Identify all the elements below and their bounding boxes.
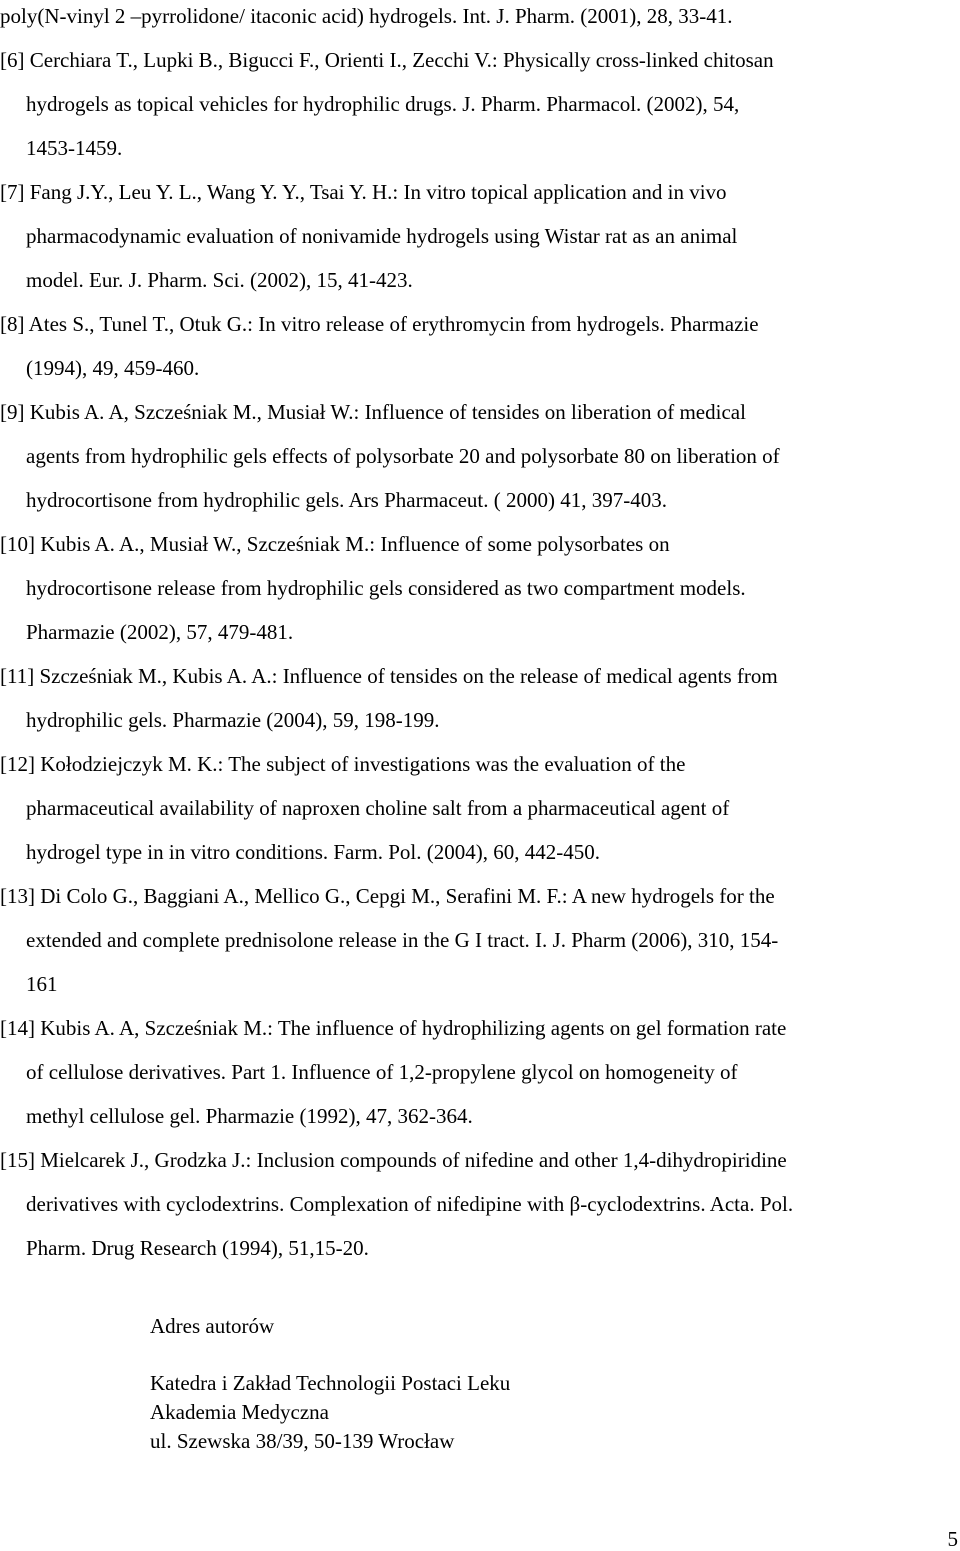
reference-line: agents from hydrophilic gels effects of polysorbate 20 and polysorbate 80 on liberation of [26,444,780,468]
reference-line: pharmaceutical availability of naproxen choline salt from a pharmaceutical agent of [26,796,730,820]
author-address [150,1311,510,1456]
reference-line: Pharm. Drug Research (1994), 51,15-20. [26,1236,369,1260]
reference-line: [13] Di Colo G., Baggiani A., Mellico G., Cepgi M., Serafini M. F.: A new hydrogels for the [0,884,775,908]
reference-line: hydrocortisone from hydrophilic gels. Ars Pharmaceut. ( 2000) 41, 397-403. [26,488,667,512]
reference-line: [6] Cerchiara T., Lupki B., Bigucci F., Orienti I., Zecchi V.: Physically cross-linked chitosan [0,48,774,72]
reference-line: [14] Kubis A. A, Szcześniak M.: The influence of hydrophilizing agents on gel formation rate [0,1016,787,1040]
reference-entry [0,390,958,522]
reference-line: hydrogel type in in vitro conditions. Farm. Pol. (2004), 60, 442-450. [26,840,600,864]
reference-entry [0,1006,958,1138]
reference-line: [12] Kołodziejczyk M. K.: The subject of investigations was the evaluation of the [0,752,686,776]
reference-entry [0,302,958,390]
address-heading: Adres autorów [150,1314,275,1338]
address-line: Akademia Medyczna [150,1400,330,1424]
reference-line: model. Eur. J. Pharm. Sci. (2002), 15, 41-423. [26,268,413,292]
address-lines [150,1369,510,1456]
reference-entry [0,170,958,302]
reference-line: methyl cellulose gel. Pharmazie (1992), 47, 362-364. [26,1104,473,1128]
reference-entry [0,38,958,170]
reference-line: hydrogels as topical vehicles for hydrophilic drugs. J. Pharm. Pharmacol. (2002), 54, [26,92,740,116]
reference-line: 161 [26,972,58,996]
reference-entry [0,654,958,742]
reference-line: derivatives with cyclodextrins. Complexation of nifedipine with β-cyclodextrins. Acta. Pol. [26,1192,794,1216]
reference-line: hydrophilic gels. Pharmazie (2004), 59, 198-199. [26,708,440,732]
reference-entry [0,742,958,874]
reference-line: [11] Szcześniak M., Kubis A. A.: Influence of tensides on the release of medical agents from [0,664,778,688]
reference-line: [8] Ates S., Tunel T., Otuk G.: In vitro release of erythromycin from hydrogels. Pharmazie [0,312,759,336]
reference-line: [7] Fang J.Y., Leu Y. L., Wang Y. Y., Tsai Y. H.: In vitro topical application and in vivo [0,180,727,204]
reference-line: [10] Kubis A. A., Musiał W., Szcześniak M.: Influence of some polysorbates on [0,532,670,556]
reference-line: [9] Kubis A. A, Szcześniak M., Musiał W.: Influence of tensides on liberation of medical [0,400,746,424]
page-number: 5 [947,1527,958,1551]
reference-line: pharmacodynamic evaluation of nonivamide hydrogels using Wistar rat as an animal [26,224,738,248]
reference-line: [15] Mielcarek J., Grodzka J.: Inclusion compounds of nifedine and other 1,4-dihydropiridine [0,1148,787,1172]
reference-line: of cellulose derivatives. Part 1. Influence of 1,2-propylene glycol on homogeneity of [26,1060,738,1084]
reference-line: poly(N-vinyl 2 –pyrrolidone/ itaconic acid) hydrogels. Int. J. Pharm. (2001), 28, 33-41. [0,4,733,28]
address-line: Katedra i Zakład Technologii Postaci Leku [150,1371,511,1395]
reference-entry [0,522,958,654]
reference-line: extended and complete prednisolone release in the G I tract. I. J. Pharm (2006), 310, 154- [26,928,779,952]
reference-line: 1453-1459. [26,136,123,160]
reference-entry [0,0,958,38]
reference-line: (1994), 49, 459-460. [26,356,200,380]
reference-line: Pharmazie (2002), 57, 479-481. [26,620,294,644]
reference-line: hydrocortisone release from hydrophilic gels considered as two compartment models. [26,576,746,600]
reference-entry [0,874,958,1006]
address-line: ul. Szewska 38/39, 50-139 Wrocław [150,1429,455,1453]
reference-entry [0,1138,958,1270]
